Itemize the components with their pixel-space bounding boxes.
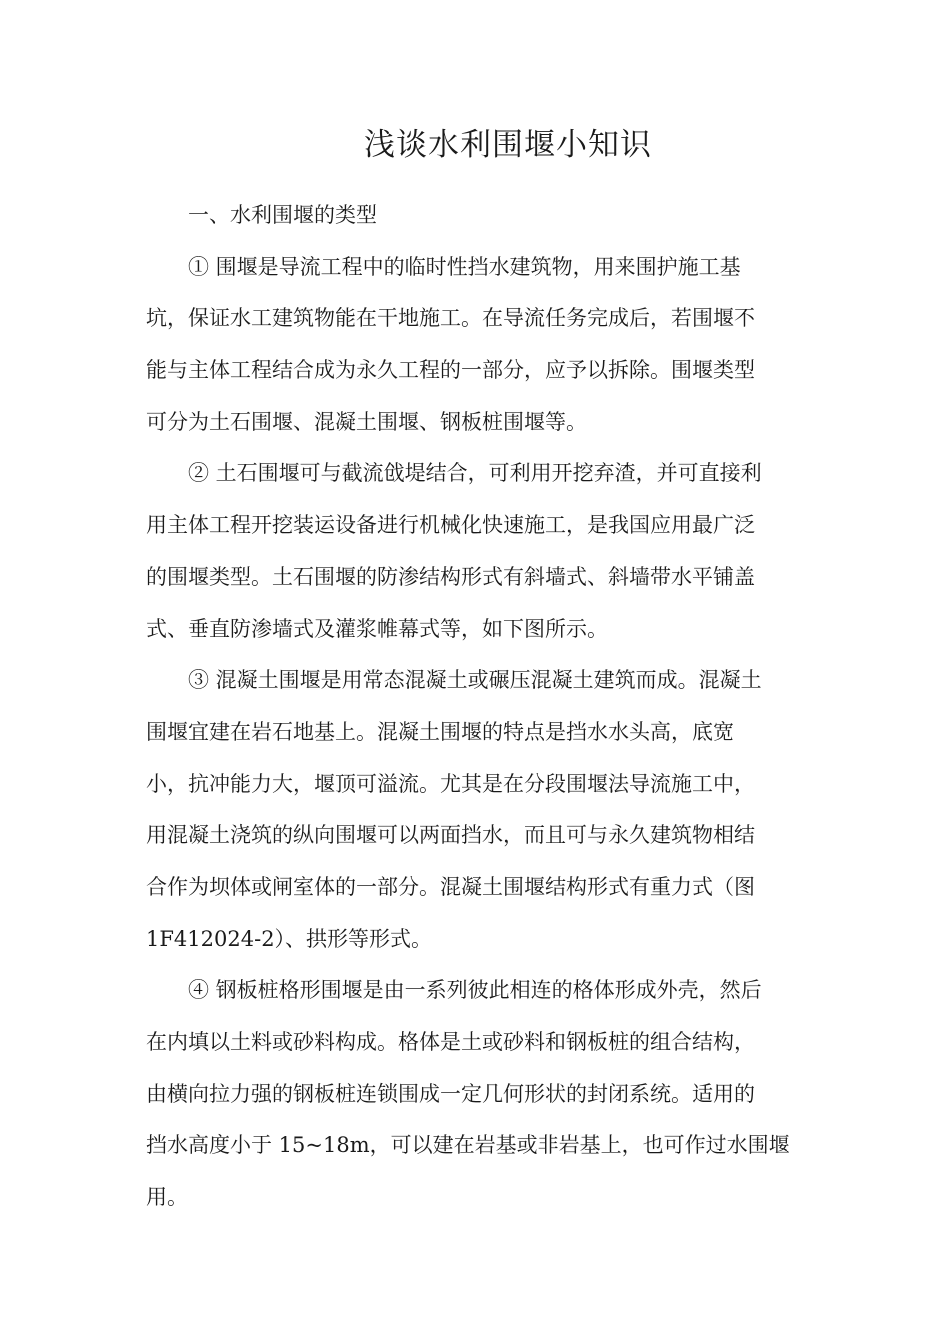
paragraph-line: ④ 钢板桩格形围堰是由一系列彼此相连的格体形成外壳，然后	[146, 978, 762, 1003]
paragraph-line: 的围堰类型。土石围堰的防渗结构形式有斜墙式、斜墙带水平铺盖	[146, 564, 755, 589]
paragraph-line: ① 围堰是导流工程中的临时性挡水建筑物，用来围护施工基	[146, 254, 741, 279]
paragraph-line: 能与主体工程结合成为永久工程的一部分，应予以拆除。围堰类型	[146, 358, 755, 383]
paragraph-line: ② 土石围堰可与截流戗堤结合，可利用开挖弃渣，并可直接利	[146, 461, 762, 486]
paragraph-line: 由横向拉力强的钢板桩连锁围成一定几何形状的封闭系统。适用的	[146, 1081, 755, 1106]
section-heading: 一、水利围堰的类型	[146, 203, 377, 227]
paragraph-line: 坑，保证水工建筑物能在干地施工。在导流任务完成后，若围堰不	[146, 306, 755, 331]
paragraph-line: 小，抗冲能力大，堰顶可溢流。尤其是在分段围堰法导流施工中，	[146, 771, 755, 796]
paragraph-line: 用。	[146, 1185, 188, 1210]
paragraph-line: 可分为土石围堰、混凝土围堰、钢板桩围堰等。	[146, 409, 587, 434]
paragraph-line: ③ 混凝土围堰是用常态混凝土或碾压混凝土建筑而成。混凝土	[146, 668, 762, 693]
paragraph-line: 式、垂直防渗墙式及灌浆帷幕式等，如下图所示。	[146, 616, 608, 641]
paragraph-line: 1F412024-2）、拱形等形式。	[146, 926, 433, 951]
document-title: 浅谈水利围堰小知识	[364, 127, 652, 163]
paragraph-line: 在内填以土料或砂料构成。格体是土或砂料和钢板桩的组合结构，	[146, 1030, 755, 1054]
paragraph-line: 合作为坝体或闸室体的一部分。混凝土围堰结构形式有重力式（图	[146, 874, 755, 899]
document-body	[146, 190, 806, 1224]
paragraph-line: 用混凝土浇筑的纵向围堰可以两面挡水，而且可与永久建筑物相结	[146, 823, 755, 848]
paragraph-line: 用主体工程开挖装运设备进行机械化快速施工，是我国应用最广泛	[146, 513, 755, 538]
paragraph-line: 围堰宜建在岩石地基上。混凝土围堰的特点是挡水水头高，底宽	[146, 719, 734, 744]
paragraph-line: 挡水高度小于 15~18m，可以建在岩基或非岩基上，也可作过水围堰	[146, 1133, 790, 1158]
